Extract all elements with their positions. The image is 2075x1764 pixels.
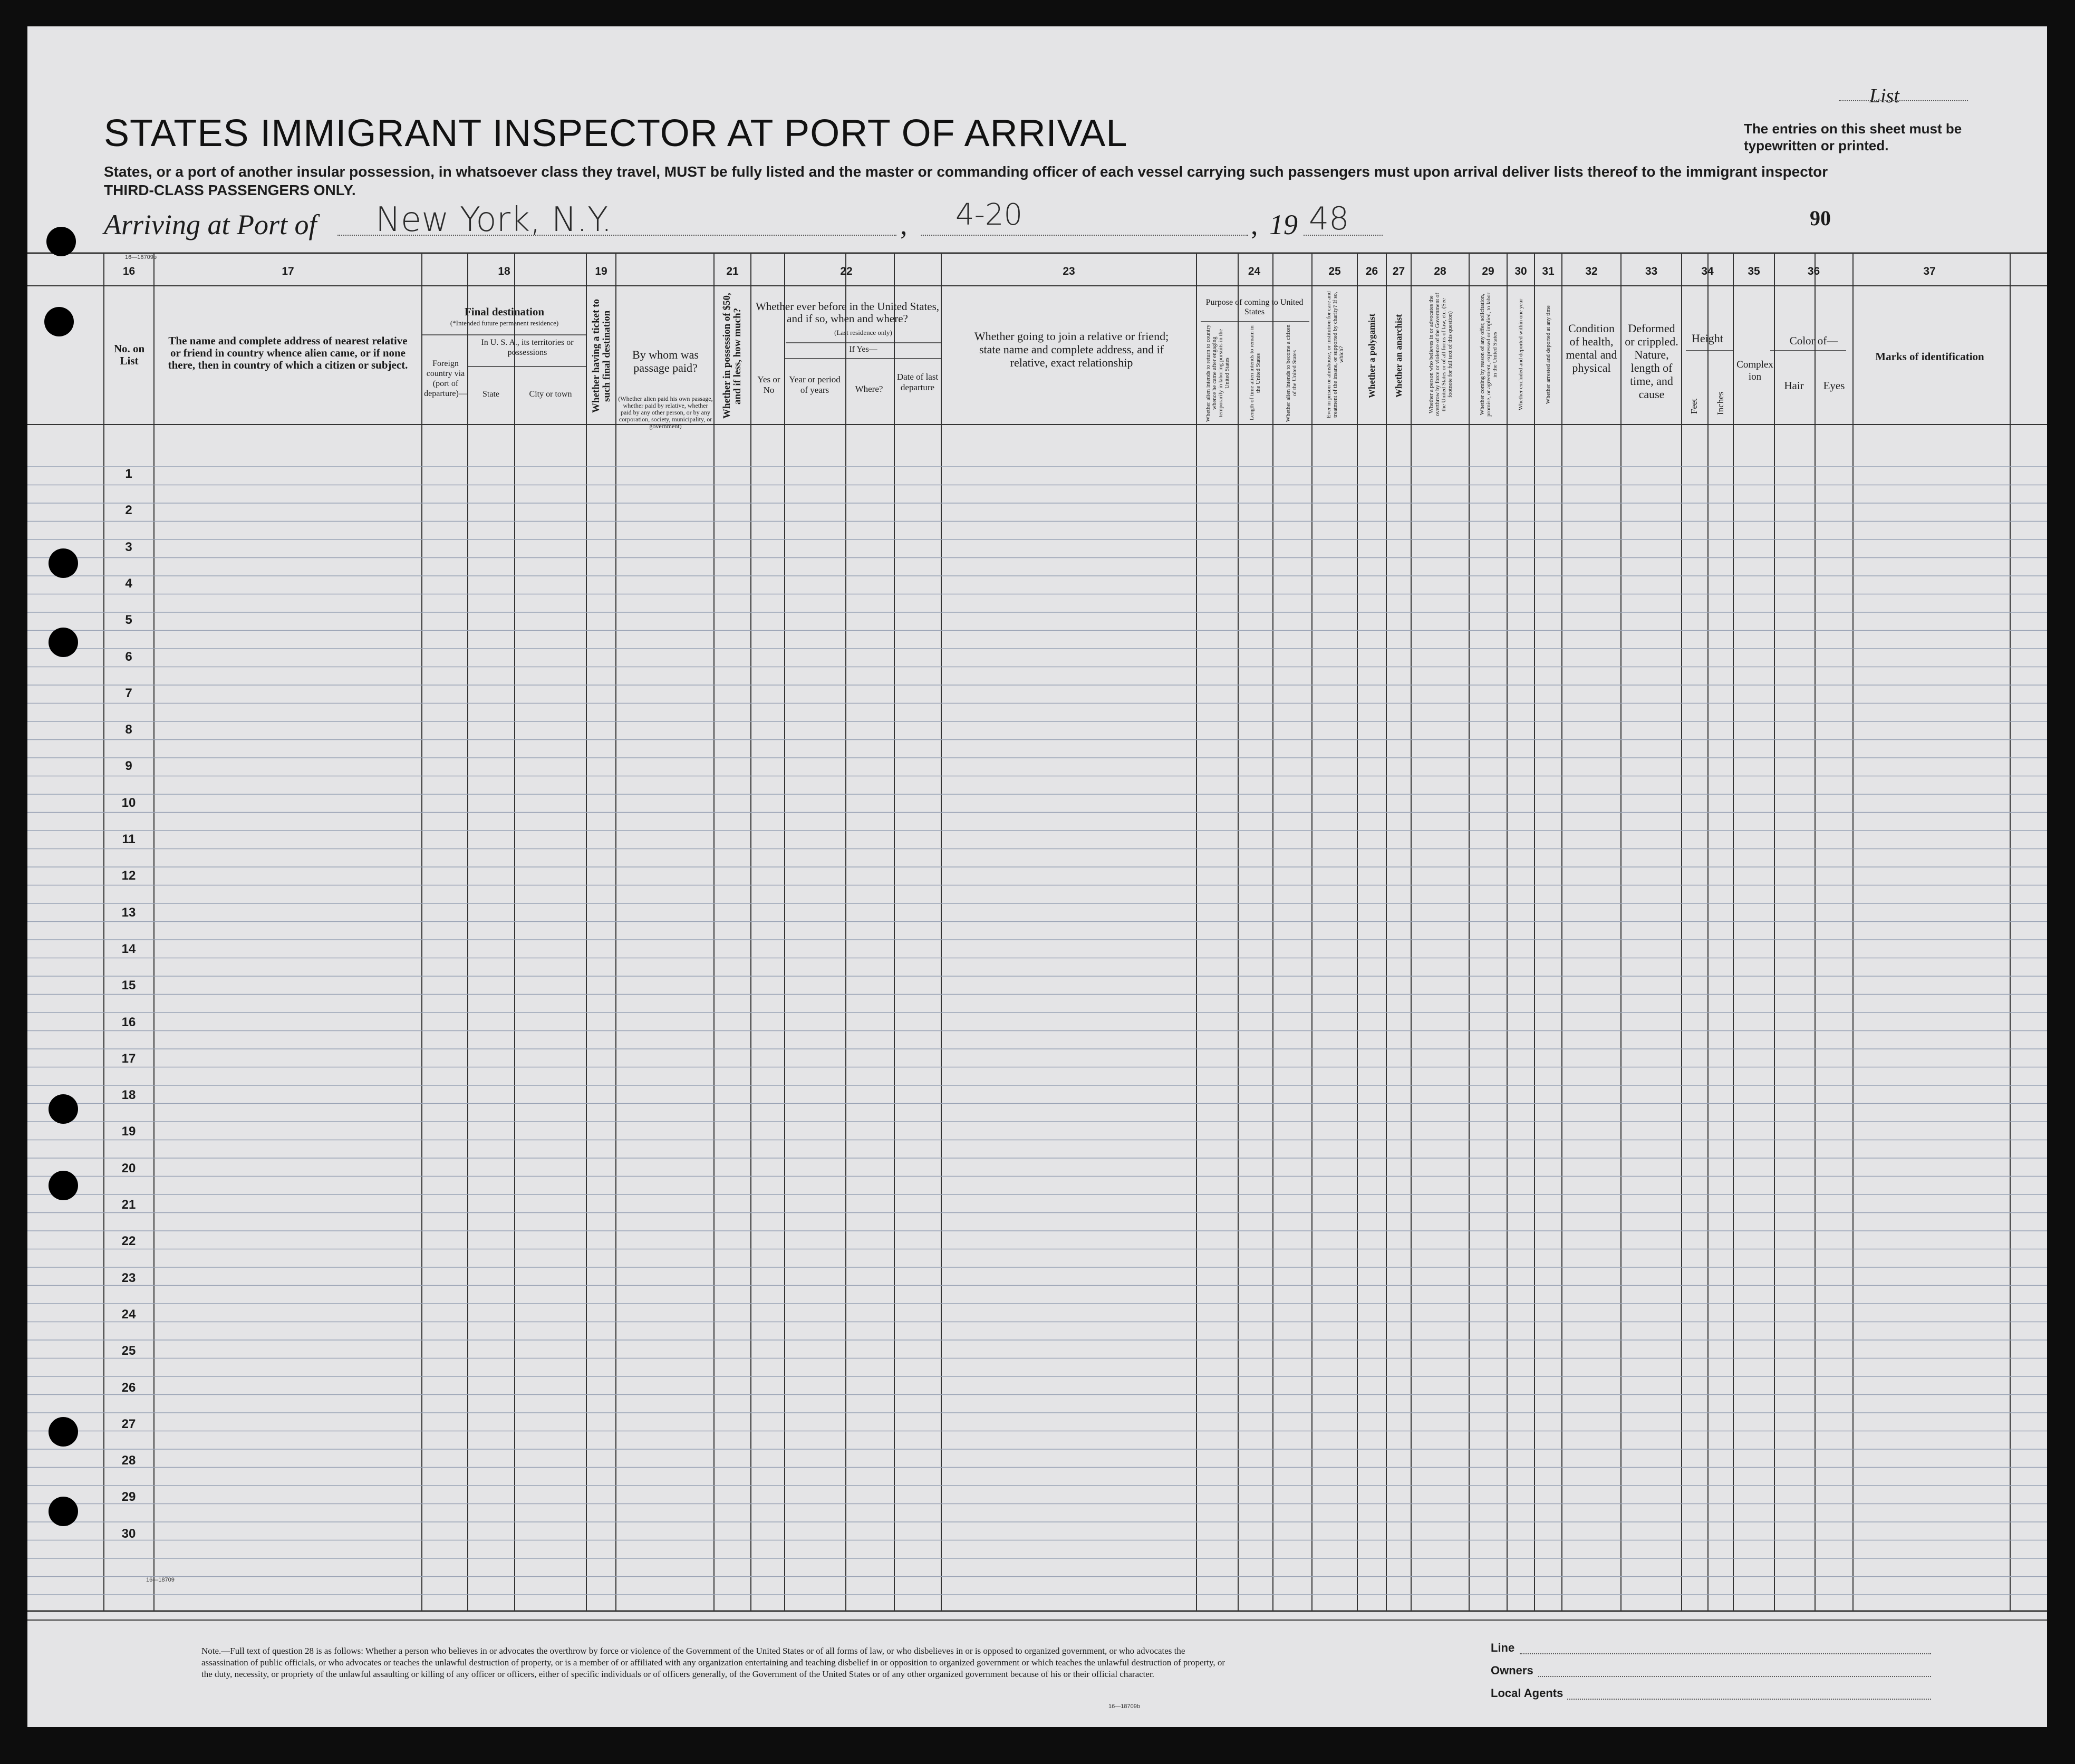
line-label: Line [1491,1641,1515,1654]
colnum-36: 36 [1807,265,1820,277]
binder-hole [49,1417,78,1447]
row-number: 16 [121,1015,136,1029]
colnum-31: 31 [1542,265,1555,277]
row-number: 23 [121,1270,136,1285]
header-purpose-citizen: Whether alien intends to become a citizen of the United States [1285,324,1298,422]
header-nearest-relative: The name and complete address of nearest relative or friend in country whence alien came, or if none there, then in country of which a citizen or subject. [168,334,408,371]
year-prefix: 19 [1269,209,1298,240]
binder-hole [49,548,78,578]
row-number: 7 [125,686,132,700]
colnum-37: 37 [1923,265,1936,277]
header-purpose-return: Whether alien intends to return to country whence he came after engaging temporarily in laboring pursuits in the United States [1205,324,1230,422]
header-final-destination-note: (*Intended future permanent residence) [450,319,559,327]
header-labor-offer: Whether coming by reason of any offer, solicitation, promise, or agreement, expressed or implied, to labor in the United States [1479,292,1498,417]
header-condition-health: Condition of health, mental and physical [1566,322,1617,374]
row-number: 25 [121,1344,136,1358]
header-prison: Ever in prison or almshouse, or institution for care and treatment of the insane, or supported by charity? If so, which? [1326,291,1345,418]
local-agents-label: Local Agents [1491,1686,1564,1700]
colnum-24: 24 [1248,265,1261,277]
header-polygamist: Whether a polygamist [1367,313,1377,399]
page-title: STATES IMMIGRANT INSPECTOR AT PORT OF ARRIVAL [104,112,1128,155]
subtitle-line1: States, or a port of another insular possession, in whatsoever class they travel, MUST be fully listed and the master or commanding officer of each vessel carrying such passengers must upon arrival deliver lists thereof to the immigrant inspector [104,163,1828,180]
header-overthrow: Whether a person who believes in or advocates the overthrow by force or violence of the Government of the United States or of all forms of law, etc. (See footnote for full text of this question) [1428,293,1453,417]
form-code-left: 16—18709 [146,1577,175,1583]
colnum-21: 21 [726,265,739,277]
header-deformed: Deformed or crippled. Nature, length of time, and cause [1625,322,1678,401]
page-number: 90 [1810,206,1831,230]
header-where: Where? [855,384,883,394]
header-passage-note: (Whether alien paid his own passage, whether paid by relative, whether paid by any other person, or by any corporation, society, municipality, or government) [618,395,713,430]
row-number: 9 [125,759,132,774]
row-number: 4 [125,576,132,591]
row-number: 19 [121,1124,136,1139]
row-number: 10 [121,795,136,810]
header-height: Height [1692,332,1723,345]
typewritten-note: The entries on this sheet must be typewritten or printed. [1744,121,1962,153]
manifest-sheet [27,26,2047,1727]
header-inches: Inches [1715,391,1725,416]
arrival-date-field[interactable]: 4-20 [956,198,1023,232]
row-number: 13 [121,905,136,920]
colnum-34: 34 [1701,265,1714,277]
header-arrested: Whether arrested and deported at any time [1545,305,1551,404]
comma-1: , [900,209,908,240]
binder-hole [46,227,76,256]
header-date-departure: Date of last departure [896,372,939,392]
colnum-16: 16 [122,265,136,277]
row-number: 14 [121,941,136,956]
owners-field[interactable] [1538,1676,1931,1677]
header-last-residence: (Last residence only) [834,329,892,336]
row-number: 17 [121,1051,136,1066]
header-marks: Marks of identification [1875,350,1984,363]
line-field[interactable] [1520,1653,1931,1654]
colnum-33: 33 [1645,265,1658,277]
row-number: 30 [121,1526,136,1541]
header-passage-paid: By whom was passage paid? [632,348,699,374]
row-number: 24 [121,1307,136,1322]
header-eyes: Eyes [1823,379,1845,392]
row-number: 27 [121,1416,136,1431]
header-ticket: Whether having a ticket to such final destination [591,298,612,413]
header-ever-before: Whether ever before in the United States, and if so, when and where? [755,300,940,325]
header-purpose: Purpose of coming to United States [1205,298,1304,316]
row-number: 5 [125,613,132,628]
colnum-30: 30 [1514,265,1527,277]
colnum-26: 26 [1365,265,1378,277]
list-number-label: List [1869,85,1899,107]
row-number: 20 [121,1161,136,1175]
header-hair: Hair [1784,379,1804,392]
local-agents-field[interactable] [1567,1699,1931,1700]
header-yes-no: Yes or No [757,374,780,395]
colnum-28: 28 [1434,265,1446,277]
header-state: State [482,390,499,399]
header-fifty-dollars: Whether in possession of $50, and if less, how much? [721,293,743,419]
row-number: 11 [122,832,136,846]
owners-label: Owners [1491,1664,1533,1677]
row-number: 15 [121,978,136,993]
comma-2: , [1251,209,1258,240]
header-year-period: Year or period of years [789,374,841,395]
binder-hole [49,1497,78,1526]
colnum-23: 23 [1063,265,1075,277]
row-number: 29 [121,1490,136,1505]
header-anarchist: Whether an anarchist [1394,314,1404,398]
header-final-destination: Final destination [464,305,545,318]
form-code-bottom: 16—18709b [1108,1703,1140,1710]
colnum-19: 19 [595,265,607,277]
header-no-on-list: No. on List [113,342,145,367]
subtitle-line2: THIRD-CLASS PASSENGERS ONLY. [104,182,356,198]
row-number: 1 [125,467,132,481]
arriving-port-label: Arriving at Port of [104,209,317,240]
arrival-year-field[interactable]: 48 [1309,200,1349,237]
header-feet: Feet [1689,398,1699,414]
row-number: 18 [121,1088,136,1103]
row-number: 22 [121,1234,136,1249]
binder-hole [49,1171,78,1200]
footnote-question-28: Note.—Full text of question 28 is as follows: Whether a person who believes in or advocates the overthrow by force or violence of the Government of the United States or of all forms of law, or who disbelieves in or is opposed to organized government, or who advocates the assassination of public officials, or who advocates or teaches the unlawful destruction of property, or is a member of or affiliated with any organization entertaining and teaching disbelief in or opposition to organized government or which teaches the unlawful destruction of property, or the duty, necessity, or propriety of the unlawful assaulting or killing of any officer or officers, either of specific individuals or of officers generally, of the Government of the United States or of any other organized government because of his or their official character. [201,1646,1225,1679]
colnum-18: 18 [498,265,510,277]
colnum-22: 22 [840,265,853,277]
row-number: 28 [121,1453,136,1468]
header-foreign-country: Foreign country via (port of departure)— [424,359,467,398]
header-purpose-length: Length of time alien intends to remain in the United States [1248,325,1261,421]
port-of-arrival-field[interactable]: New York, N.Y. [375,200,612,239]
row-number: 3 [125,539,132,554]
header-going-to-join: Whether going to join a relative or friend; state name and complete address, and if relative, exact relationship [974,330,1169,369]
row-number: 26 [121,1380,136,1395]
form-code-top: 16—18709b [125,254,157,261]
colnum-27: 27 [1392,265,1405,277]
binder-hole [44,307,74,336]
binder-hole [49,1094,78,1124]
colnum-32: 32 [1585,265,1598,277]
colnum-29: 29 [1482,265,1494,277]
header-complexion: Complexion [1736,359,1773,382]
colnum-25: 25 [1328,265,1341,277]
header-excluded: Whether excluded and deported within one year [1518,298,1524,411]
row-number: 2 [125,503,132,518]
header-if-yes: If Yes— [849,345,877,354]
row-number: 12 [121,869,136,883]
row-number: 6 [125,649,132,664]
header-usa: In U. S. A., its territories or possessions [481,338,574,357]
row-number: 21 [121,1198,136,1212]
row-number: 8 [125,722,132,737]
colnum-35: 35 [1748,265,1760,277]
colnum-17: 17 [282,265,294,277]
binder-hole [49,628,78,657]
header-city: City or town [529,390,572,399]
header-color-of: Color of— [1789,334,1838,347]
